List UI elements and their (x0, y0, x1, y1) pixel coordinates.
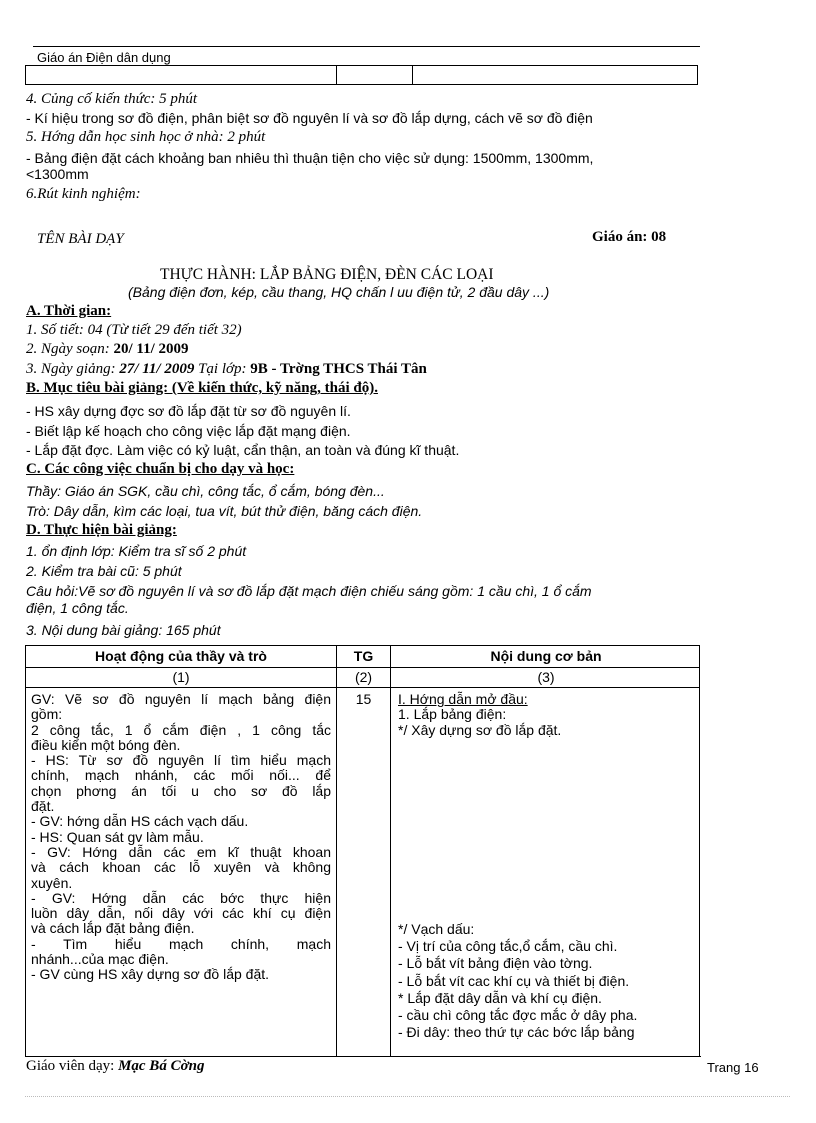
table-col1-line: - GV: hớng dẫn HS cách vạch dấu. (31, 813, 249, 830)
partD-heading: D. Thực hiện bài giảng: (26, 522, 177, 538)
table-col3-line: */ Xây dựng sơ đồ lắp đặt. (398, 721, 562, 738)
table-col3-line: - Vị trí của công tắc,ổ cắm, cầu chì. (398, 938, 618, 955)
page-number: Trang 16 (707, 1060, 759, 1075)
table-row-divider (26, 667, 699, 668)
footer-rule (25, 1056, 701, 1057)
table-col1-line: 2 công tắc, 1 ổ cắm điện , 1 công tắc (31, 721, 331, 738)
section5-text: - Bảng điện đặt cách khoảng ban nhiêu thì thuận tiện cho việc sử dụng: 1500mm, 1300mm, (26, 150, 594, 166)
header-table-divider (412, 66, 413, 84)
partD-line3: Câu hỏi:Vẽ sơ đồ nguyên lí và sơ đồ lắp đặt mạch điện chiếu sáng gồm: 1 cầu chì, 1 ổ cắm (26, 583, 592, 599)
partD-line1: 1. ổn định lớp: Kiểm tra sĩ số 2 phút (26, 543, 247, 559)
table-header-content: Nội dung cơ bản (490, 648, 602, 664)
table-colnum-1: (1) (172, 669, 190, 685)
header-table (25, 65, 698, 85)
lesson-name-label: TÊN BÀI DẠY (37, 231, 124, 247)
partC-heading: C. Các công việc chuẩn bị cho dạy và học: (26, 461, 295, 477)
date-taught-label: 3. Ngày giảng: (26, 361, 120, 377)
table-col1-line: - GV: Hớng dẫn các em kĩ thuật khoan (31, 843, 331, 860)
partB-line2: - Biết lập kế hoạch cho công việc lắp đặt mạng điện. (26, 423, 351, 439)
partC-line2: Trò: Dây dẫn, kìm các loại, tua vít, bút thử điện, băng cách điện. (26, 503, 423, 519)
table-col3-line: 1. Lắp bảng điện: (398, 706, 507, 723)
table-col3-line: - cầu chì công tắc đợc mắc ở dây pha. (398, 1007, 638, 1024)
table-header-activities: Hoạt động của thầy và trò (95, 648, 267, 664)
footer-teacher-name: Mạc Bá Cờng (118, 1058, 205, 1074)
partB-heading: B. Mục tiêu bài giảng: (Về kiến thức, kỹ năng, thái độ). (26, 380, 378, 396)
table-col1-line: - GV: Hớng dẫn các bớc thực hiện (31, 889, 331, 906)
table-col1-line: và cách khoan các lỗ xuyên và không (31, 859, 331, 876)
table-col1-line: nhánh...của mạc điện. (31, 951, 169, 968)
class-value: 9B - Trờng THCS Thái Tân (250, 361, 427, 377)
date-prepared-value: 20/ 11/ 2009 (113, 341, 189, 357)
table-time-value: 15 (355, 691, 372, 707)
partB-line1: - HS xây dựng đợc sơ đồ lắp đặt từ sơ đồ nguyên lí. (26, 403, 351, 419)
table-col1-line: đặt. (31, 798, 55, 815)
table-col1-line: xuyên. (31, 874, 73, 891)
header-title: Giáo án Điện dân dụng (37, 50, 171, 65)
lesson-title: THỰC HÀNH: LẮP BẢNG ĐIỆN, ĐÈN CÁC LOẠI (160, 266, 494, 283)
footer-teacher (26, 1058, 204, 1075)
table-col1-line: - HS: Quan sát gv làm mẫu. (31, 828, 204, 845)
partA-line2 (26, 341, 189, 358)
partD-line4: điện, 1 công tắc. (26, 600, 129, 616)
section4-heading: 4. Củng cố kiến thức: 5 phút (26, 91, 198, 107)
lesson-table (25, 645, 700, 1056)
table-col1-line: chọn phơng án tối u cho sơ đồ lắp (31, 782, 331, 799)
date-prepared-label: 2. Ngày soạn: (26, 341, 114, 357)
table-col3-line: I. Hớng dẫn mở đầu: (398, 691, 528, 707)
header-rule (33, 46, 700, 47)
table-colnum-3: (3) (537, 669, 555, 685)
section5-text-cont: <1300mm (26, 166, 89, 182)
table-col1-line: và cách lắp đặt bảng điện. (31, 920, 195, 937)
table-col3-line: * Lắp đặt dây dẫn và khí cụ điện. (398, 989, 602, 1006)
table-col1-line: chính, mạch nhánh, các mối nối... để (31, 767, 331, 784)
table-row-divider (26, 687, 699, 688)
footer-teacher-label: Giáo viên dạy: (26, 1058, 119, 1074)
lesson-subtitle: (Bảng điện đơn, kép, cầu thang, HQ chấn l uu điện tử, 2 đầu dây ...) (128, 284, 550, 300)
partC-line1: Thầy: Giáo án SGK, cầu chì, công tắc, ổ cắm, bóng đèn... (26, 483, 385, 499)
table-colnum-2: (2) (354, 669, 373, 685)
section5-heading: 5. Hớng dẫn học sinh học ở nhà: 2 phút (26, 129, 266, 145)
table-col1-line: - HS: Từ sơ đồ nguyên lí tìm hiểu mạch (31, 752, 331, 769)
table-col3-line: - Đi dây: theo thứ tự các bớc lắp bảng (398, 1024, 635, 1041)
table-col-divider (390, 646, 391, 1056)
partA-heading: A. Thời gian: (26, 303, 112, 319)
section6-heading: 6.Rút kinh nghiệm: (26, 186, 141, 202)
table-col3-line: */ Vạch dấu: (398, 921, 475, 937)
table-col1-line: gồm: (31, 706, 63, 723)
table-header-time: TG (353, 648, 374, 664)
partD-line2: 2. Kiểm tra bài cũ: 5 phút (26, 563, 182, 579)
partB-line3: - Lắp đặt đợc. Làm việc có kỷ luật, cẩn thận, an toàn và đúng kĩ thuật. (26, 442, 460, 458)
partA-line3 (26, 361, 427, 378)
lesson-number: Giáo án: 08 (592, 229, 667, 245)
table-col-divider (336, 646, 337, 1056)
table-col3-line: - Lỗ bắt vít bảng điện vào tờng. (398, 955, 593, 972)
table-col3-top (398, 692, 698, 738)
date-taught-value: 27/ 11/ 2009 (119, 361, 195, 377)
table-col1-line: luồn dây dẫn, nối dây với các khí cụ điện (31, 905, 331, 922)
table-col3-line: - Lỗ bắt vít cac khí cụ và thiết bị điện. (398, 972, 630, 989)
section4-text: - Kí hiệu trong sơ đồ điện, phân biệt sơ đồ nguyên lí và sơ đồ lắp dựng, cách vẽ sơ đồ điện (26, 110, 593, 126)
table-col1-line: - GV cùng HS xây dựng sơ đồ lắp đặt. (31, 966, 270, 983)
partA-line1: 1. Số tiết: 04 (Từ tiết 29 đến tiết 32) (26, 322, 242, 338)
table-col1-line: điều kiển một bóng đèn. (31, 736, 181, 753)
class-label: Tại lớp: (194, 361, 251, 377)
page-bottom-dotted-line (25, 1096, 790, 1097)
partD-line5: 3. Nội dung bài giảng: 165 phút (26, 622, 221, 638)
table-col1-line: GV: Vẽ sơ đồ nguyên lí mạch bảng điện (31, 691, 331, 707)
table-col3-bottom (398, 921, 698, 1041)
table-col1-line: - Tìm hiểu mạch chính, mạch (31, 935, 331, 952)
table-col1-cell (31, 692, 331, 983)
header-table-divider (336, 66, 337, 84)
